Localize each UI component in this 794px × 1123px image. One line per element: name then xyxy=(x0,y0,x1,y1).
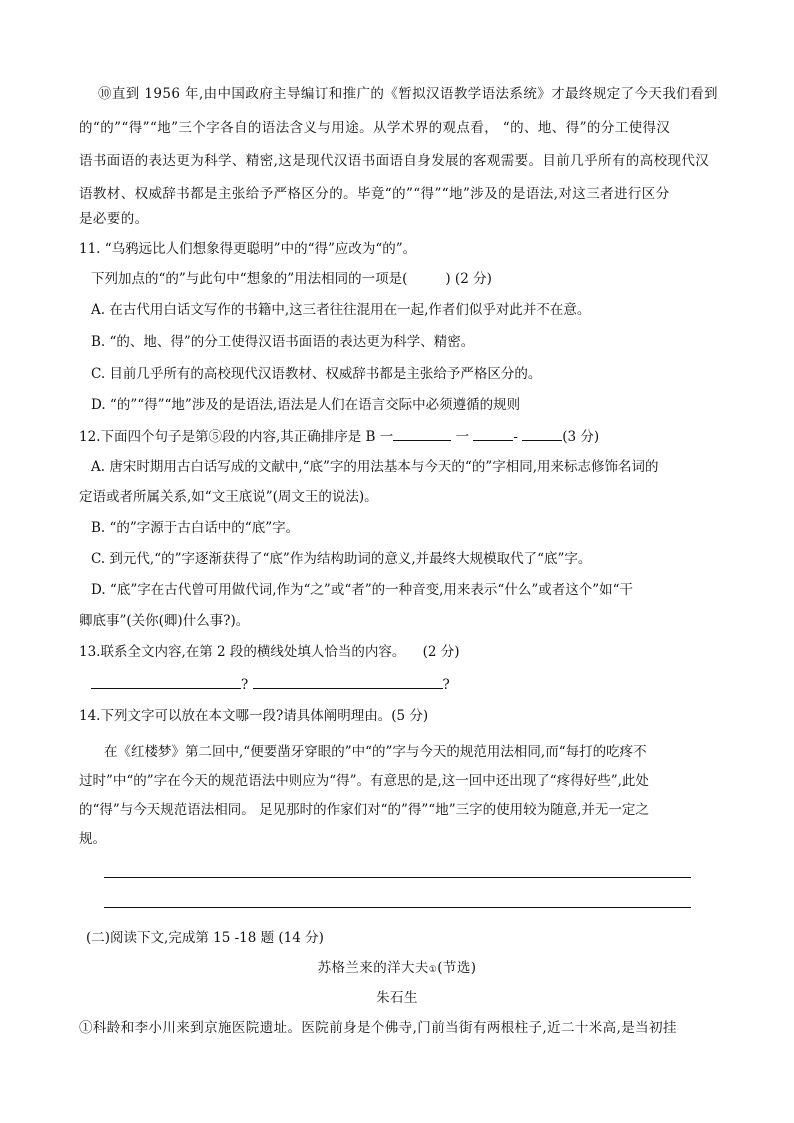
article-author: 朱石生 xyxy=(376,990,418,1006)
q12-option-d-line-2: 卿底事”(关你(卿)什么事?)。 xyxy=(79,613,250,629)
q11-option-c: C. 目前几乎所有的高校现代汉语教材、权威辞书都是主张给予严格区分的。 xyxy=(91,366,542,382)
passage-line-2: 的“的”“得”“地”三个字各自的语法含义与用途。从学术界的观点看， “的、地、得”的分工使得汉 xyxy=(79,120,671,136)
q12-option-d-line-1: D. “底”字在古代曾可用做代词,作为“之”或“者”的一种音变,用来表示“什么”或者这个”如“干 xyxy=(91,582,634,598)
article-title xyxy=(0,958,794,980)
q11-option-b: B. “的、地、得”的分工使得汉语书面语的表达更为科学、精密。 xyxy=(91,334,475,350)
article-footnote-mark: ① xyxy=(428,965,438,975)
passage-line-3: 语书面语的表达更为科学、精密,这是现代汉语书面语自身发展的客观需要。目前几乎所有的高校现代汉 xyxy=(79,153,710,169)
q14-para-line-1: 在《红楼梦》第二回中,“便要凿牙穿眼的”中“的”字与今天的规范用法相同,而“每打的吃疼不 xyxy=(104,744,647,760)
q13-blank-2[interactable] xyxy=(253,674,443,689)
q11-prompt xyxy=(91,269,492,289)
q11-prompt-text: 下列加点的“的”与此句中“想象的”用法相同的一项是( xyxy=(91,271,408,287)
q14-para-line-3: 的“得”与今天规范语法相同。 足见那时的作家们对“的”得”“地”三字的使用较为随意,并无一定之 xyxy=(79,802,649,818)
q11-option-d: D. “的”“得”“地”涉及的是语法,语法是人们在语言交际中必须遵循的规则 xyxy=(91,397,521,413)
q12-stem-text: 12.下面四个句子是第⑤段的内容,其正确排序是 B 一 xyxy=(79,429,394,445)
q14-para-line-2: 过时”中“的”字在今天的规范语法中则应为“得”。有意思的是,这一回中还出现了“疼得好些”,此处 xyxy=(79,773,649,789)
q12-blank-1[interactable] xyxy=(393,426,451,441)
q12-blank-3[interactable] xyxy=(522,426,562,441)
q14-answer-line-2[interactable] xyxy=(104,907,691,908)
q11-stem: 11. “乌鸦远比人们想象得更聪明”中的“得”应改为“的”。 xyxy=(79,241,417,257)
q12-option-c: C. 到元代,“的”字逐渐获得了“底”作为结构助词的意义,并最终大规模取代了“底”字。 xyxy=(91,551,592,567)
q14-para-line-4: 规。 xyxy=(79,831,106,847)
q13-blank-1[interactable] xyxy=(91,674,241,689)
q14-stem: 14.下列文字可以放在本文哪一段?请具体阐明理由。(5 分) xyxy=(79,708,429,724)
q12-option-a-line-2: 定语或者所属关系,如“文王底说”(周文王的说法)。 xyxy=(79,489,378,505)
article-title-text: 苏格兰来的洋大夫 xyxy=(317,960,429,976)
q12-sep-2: - xyxy=(513,429,518,445)
q13-score: (2 分) xyxy=(422,644,460,660)
passage-line-5: 是必要的。 xyxy=(79,211,149,227)
q11-option-a: A. 在古代用白话文写作的书籍中,这三者往往混用在一起,作者们似乎对此并不在意。 xyxy=(91,302,591,318)
q13-question-mark-1: ? xyxy=(241,677,249,693)
section-2-heading: (二)阅读下文,完成第 15 -18 题 (14 分) xyxy=(86,930,324,946)
q12-stem xyxy=(79,426,599,447)
q13-question-mark-2: ? xyxy=(442,677,450,693)
q12-sep-1: 一 xyxy=(455,429,470,445)
q13-stem-text: 13.联系全文内容,在第 2 段的横线处填人恰当的内容。 xyxy=(79,644,406,660)
q13-stem xyxy=(79,642,460,662)
q11-answer-blank[interactable] xyxy=(407,269,445,283)
q12-option-a-line-1: A. 唐宋时期用古白话写成的文献中,“底”字的用法基本与今天的“的”字相同,用来标志修饰名词的 xyxy=(91,459,659,475)
article-title-suffix: (节选) xyxy=(437,960,477,976)
q11-score: ) (2 分) xyxy=(445,271,492,287)
q14-answer-line-1[interactable] xyxy=(104,877,691,878)
q12-blank-2[interactable] xyxy=(473,426,513,441)
q12-score: (3 分) xyxy=(562,429,600,445)
q12-option-b: B. “的”字源于古白话中的“底”字。 xyxy=(91,520,300,536)
q13-answer-line xyxy=(91,674,450,695)
passage-line-1: ⑩直到 1956 年,由中国政府主导编订和推广的《暂拟汉语教学语法系统》才最终规定了今天我们看到 xyxy=(98,86,718,102)
passage-line-4: 语教材、权威辞书都是主张给予严格区分的。毕竟“的”“得”“地”涉及的是语法,对这三者进行区分 xyxy=(79,186,670,202)
article-first-line: ①科龄和李小川来到京施医院遗址。医院前身是个佛寺,门前当街有两根柱子,近二十米高,是当初挂 xyxy=(79,1020,677,1036)
